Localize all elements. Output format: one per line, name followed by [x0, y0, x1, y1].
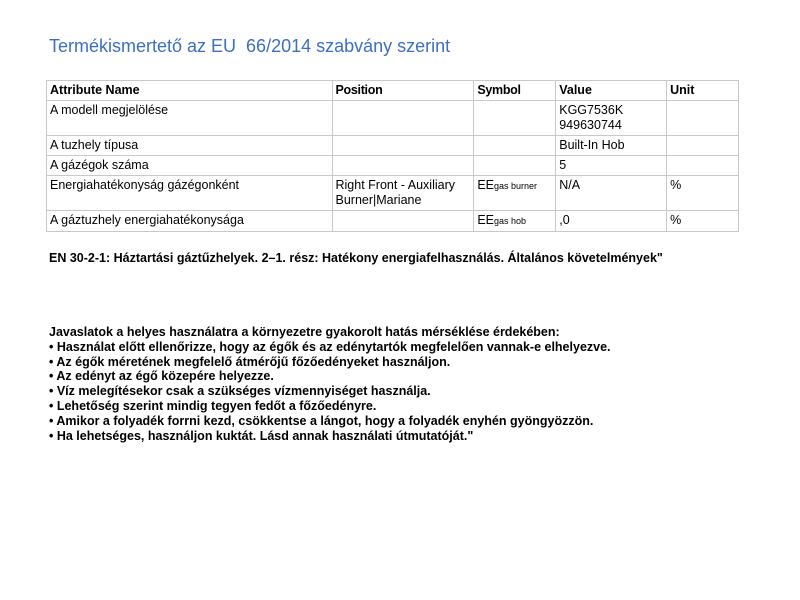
cell-unit	[667, 156, 739, 176]
cell-attribute: A gázégok száma	[47, 156, 333, 176]
cell-symbol	[474, 101, 556, 136]
cell-position	[332, 101, 474, 136]
cell-unit: %	[667, 211, 739, 232]
value-line-1: ,0	[559, 213, 570, 227]
cell-value	[556, 211, 667, 232]
cell-symbol	[474, 211, 556, 232]
cell-position	[332, 136, 474, 156]
cell-position	[332, 156, 474, 176]
symbol-sub: gas hob	[494, 216, 527, 226]
cell-attribute: A modell megjelölése	[47, 101, 333, 136]
cell-attribute: A gáztuzhely energiahatékonysága	[47, 211, 333, 232]
header-value: Value	[556, 81, 667, 101]
page-title: Termékismertető az EU 66/2014 szabvány szerint	[49, 36, 451, 56]
symbol-main: EE	[477, 213, 495, 227]
advice-item: • Használat előtt ellenőrizze, hogy az égők és az edénytartók megfelelően vannak-e elhelyezve.	[49, 339, 611, 354]
cell-position: Right Front - Auxiliary Burner|Mariane	[332, 176, 474, 211]
cell-symbol	[474, 156, 556, 176]
product-info-table	[46, 80, 739, 232]
value-line-2: 949630744	[559, 118, 622, 132]
table-row	[47, 156, 739, 176]
advice-heading: Javaslatok a helyes használatra a környezetre gyakorolt hatás mérséklése érdekében:	[49, 325, 560, 339]
header-symbol: Symbol	[474, 81, 556, 101]
cell-position	[332, 211, 474, 232]
table-header-row	[47, 81, 739, 101]
advice-item: • Az égők méretének megfelelő átmérőjű főzőedényeket használjon.	[49, 354, 451, 369]
cell-value	[556, 156, 667, 176]
cell-unit: %	[667, 176, 739, 211]
table-row	[47, 136, 739, 156]
value-line-1: KGG7536K	[559, 103, 624, 117]
advice-section	[49, 325, 611, 443]
standard-note: EN 30-2-1: Háztartási gáztűzhelyek. 2–1. rész: Hatékony energiafelhasználás. Általános követelmények"	[49, 251, 663, 265]
symbol-sub: gas burner	[494, 181, 538, 191]
value-line-1: Built-In Hob	[559, 138, 625, 152]
table-row	[47, 101, 739, 136]
cell-symbol	[474, 176, 556, 211]
advice-item: • Ha lehetséges, használjon kuktát. Lásd annak használati útmutatóját."	[49, 428, 474, 443]
cell-attribute: Energiahatékonyság gázégonként	[47, 176, 333, 211]
advice-item: • Az edényt az égő közepére helyezze.	[49, 369, 274, 384]
advice-item: • Amikor a folyadék forrni kezd, csökkentse a lángot, hogy a folyadék enyhén gyöngyözzön.	[49, 413, 594, 428]
cell-value	[556, 136, 667, 156]
header-unit: Unit	[667, 81, 739, 101]
table-row	[47, 211, 739, 232]
header-position: Position	[332, 81, 474, 101]
value-line-1: 5	[559, 158, 567, 172]
header-attribute: Attribute Name	[47, 81, 333, 101]
cell-value	[556, 101, 667, 136]
table-row	[47, 176, 739, 211]
value-line-1: N/A	[559, 178, 581, 192]
cell-attribute: A tuzhely típusa	[47, 136, 333, 156]
cell-unit	[667, 136, 739, 156]
cell-unit	[667, 101, 739, 136]
cell-symbol	[474, 136, 556, 156]
advice-item: • Lehetőség szerint mindig tegyen fedőt a főzőedényre.	[49, 398, 377, 413]
cell-value	[556, 176, 667, 211]
symbol-main: EE	[477, 178, 495, 192]
advice-item: • Víz melegítésekor csak a szükséges vízmennyiséget használja.	[49, 384, 431, 399]
